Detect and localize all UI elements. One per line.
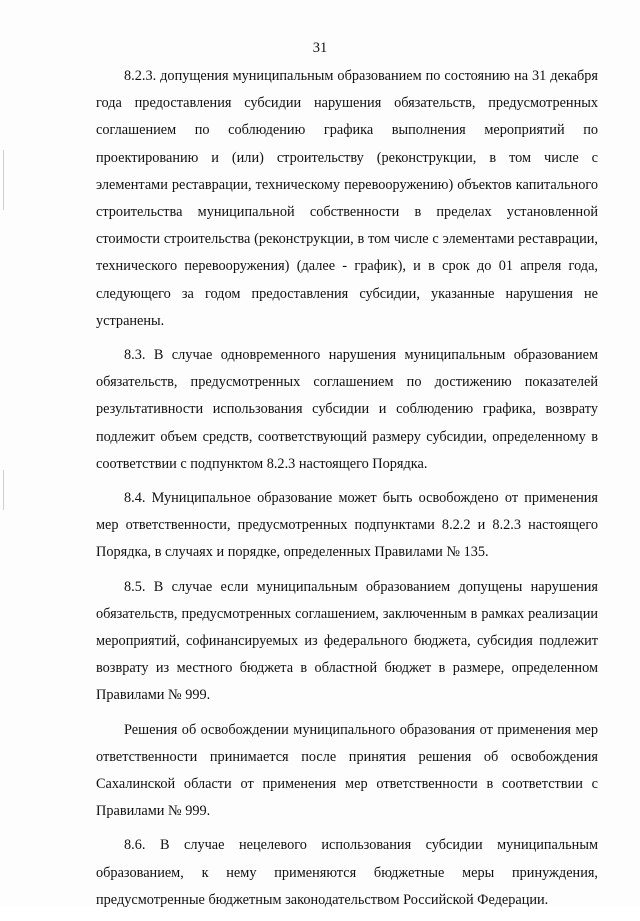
paragraph-8-5: 8.5. В случае если муниципальным образованием допущены нарушения обязательств, предусмотренных соглашением, заключенным в рамках реализации мероприятий, софинансируемых из федерального бюджета, субсидия подлежит возврату из местного бюджета в областной бюджет в размере, определенном Правилами № 999. — [96, 578, 598, 704]
paragraph-8-6: 8.6. В случае нецелевого использования субсидии муниципальным образованием, к нему применяются бюджетные меры принуждения, предусмотренные бюджетным законодательством Российской Федерации. — [96, 837, 598, 908]
page-number: 31 — [312, 40, 328, 56]
paragraph-8-3: 8.3. В случае одновременного нарушения муниципальным образованием обязательств, предусмотренных соглашением по достижению показателей результативности использования субсидии и соблюдению графика, возврату подлежит объем средств, соответствующий размеру субсидии, определенному в соответствии с подпунктом 8.2.3 настоящего Порядка. — [96, 347, 598, 472]
paragraph-release-decision: Решения об освобождении муниципального образования от применения мер ответственности принимается после принятия решения об освобождения Сахалинской области от применения мер ответственности в соответствии с Правилами № 999. — [96, 721, 598, 820]
paragraph-8-2-3: 8.2.3. допущения муниципальным образованием по состоянию на 31 декабря года предоставления субсидии нарушения обязательств, предусмотренных соглашением по соблюдению графика выполнения мероприятий по проектированию и (или) строительству (реконструкции, в том числе с элементами реставрации, техническому перевооружению) объектов капитального строительства муниципальной собственности в пределах установленной стоимости строительства (реконструкции, в том числе с элементами реставрации, технического перевооружения) (далее - график), и в срок до 01 апреля года, следующего за годом предоставления субсидии, указанные нарушения не устранены. — [96, 68, 598, 329]
document-body — [96, 63, 598, 921]
scan-edge-mark — [3, 470, 4, 510]
paragraph-8-4: 8.4. Муниципальное образование может быть освобождено от применения мер ответственности, предусмотренных подпунктами 8.2.2 и 8.2.3 настоящего Порядка, в случаях и порядке, определенных Правилами № 135. — [96, 490, 598, 561]
scan-edge-mark — [3, 150, 4, 210]
